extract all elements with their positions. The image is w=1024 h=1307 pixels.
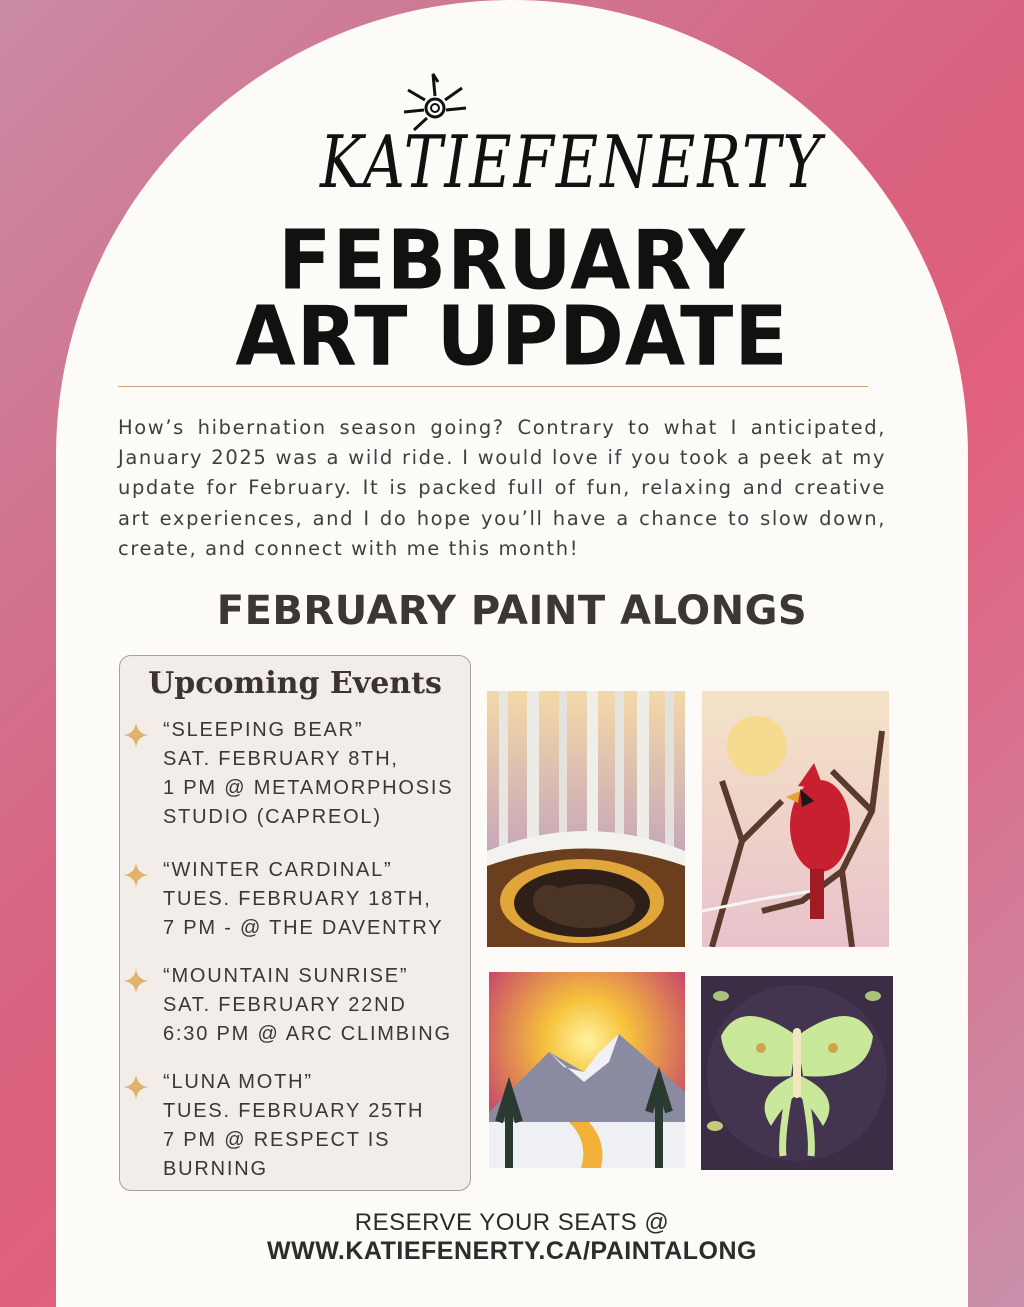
event-date: SAT. FEBRUARY 8TH,	[163, 748, 399, 770]
four-point-star-icon	[123, 862, 149, 888]
painting-sleeping-bear	[487, 691, 685, 947]
event-date: TUES. FEBRUARY 18TH,	[163, 888, 432, 910]
paintalong-link[interactable]: WWW.KATIEFENERTY.CA/PAINTALONG	[267, 1237, 757, 1265]
events-title: Upcoming Events	[148, 666, 442, 701]
event-date: TUES. FEBRUARY 25TH	[163, 1100, 425, 1122]
events-panel	[119, 655, 471, 1191]
event-location: 6:30 PM @ ARC CLIMBING	[163, 1023, 452, 1045]
logo-wordmark: KATIEFENERTY	[320, 119, 823, 205]
event-location: 1 PM @ METAMORPHOSIS	[163, 777, 454, 799]
event-location: 7 PM - @ THE DAVENTRY	[163, 917, 444, 939]
four-point-star-icon	[123, 968, 149, 994]
four-point-star-icon	[123, 1074, 149, 1100]
event-name: “WINTER CARDINAL”	[163, 859, 393, 881]
event-date: SAT. FEBRUARY 22ND	[163, 994, 407, 1016]
intro-paragraph: How’s hibernation season going? Contrary to what I anticipated, January 2025 was a wild ride. I would love if you took a peek at my update for February. It is packed full of fun, relaxing and creative art experiences, and I do hope you’ll have a chance to slow down, create, and connect with me this month!	[118, 416, 886, 560]
brand-logo	[0, 68, 1024, 238]
title-line-1: FEBRUARY	[278, 213, 746, 309]
event-name: “LUNA MOTH”	[163, 1071, 313, 1093]
painting-winter-cardinal	[702, 691, 889, 947]
event-location: STUDIO (CAPREOL)	[163, 806, 382, 828]
divider-rule	[118, 386, 868, 387]
event-location: BURNING	[163, 1158, 268, 1180]
four-point-star-icon	[123, 722, 149, 748]
painting-luna-moth	[701, 976, 893, 1170]
title-line-2: ART UPDATE	[235, 289, 789, 385]
reserve-text: RESERVE YOUR SEATS @	[354, 1209, 670, 1236]
event-name: “SLEEPING BEAR”	[163, 719, 364, 741]
event-location: 7 PM @ RESPECT IS	[163, 1129, 391, 1151]
painting-mountain-sunrise	[489, 972, 685, 1168]
section-title: FEBRUARY PAINT ALONGS	[216, 588, 808, 634]
event-name: “MOUNTAIN SUNRISE”	[163, 965, 409, 987]
